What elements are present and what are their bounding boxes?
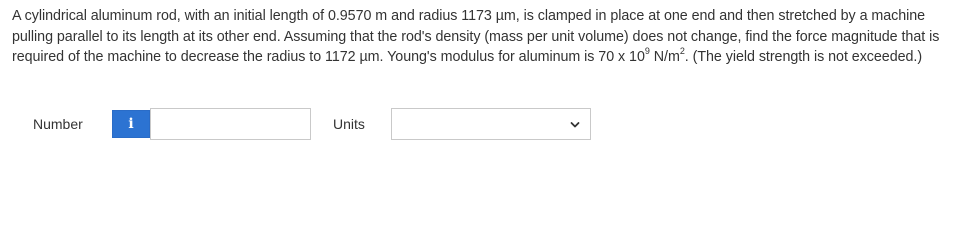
question-text-part2: N/m: [649, 49, 680, 66]
number-label: Number: [33, 116, 83, 132]
number-input[interactable]: [150, 108, 311, 140]
units-label: Units: [333, 116, 365, 132]
exponent-two: 2: [679, 46, 685, 57]
question-text: [12, 6, 952, 68]
question-text-part1: A cylindrical aluminum rod, with an initial length of 0.9570 m and radius 1173 µm, is clamped in place at one end and then stretched by a machine pulling parallel to its length at its other end. Assuming that the rod's density (mass per unit volume) does not change, find the force magnitude that is required of the machine to decrease the radius to 1172 µm. Young's modulus for aluminum is 70 x 10: [12, 8, 940, 66]
info-button[interactable]: [112, 110, 150, 138]
exponent-nine: 9: [644, 46, 650, 57]
info-icon: i: [128, 116, 134, 132]
units-select[interactable]: [391, 108, 591, 140]
question-text-part3: . (The yield strength is not exceeded.): [684, 49, 923, 66]
answer-row: [0, 107, 958, 141]
chevron-down-icon: [570, 121, 580, 129]
